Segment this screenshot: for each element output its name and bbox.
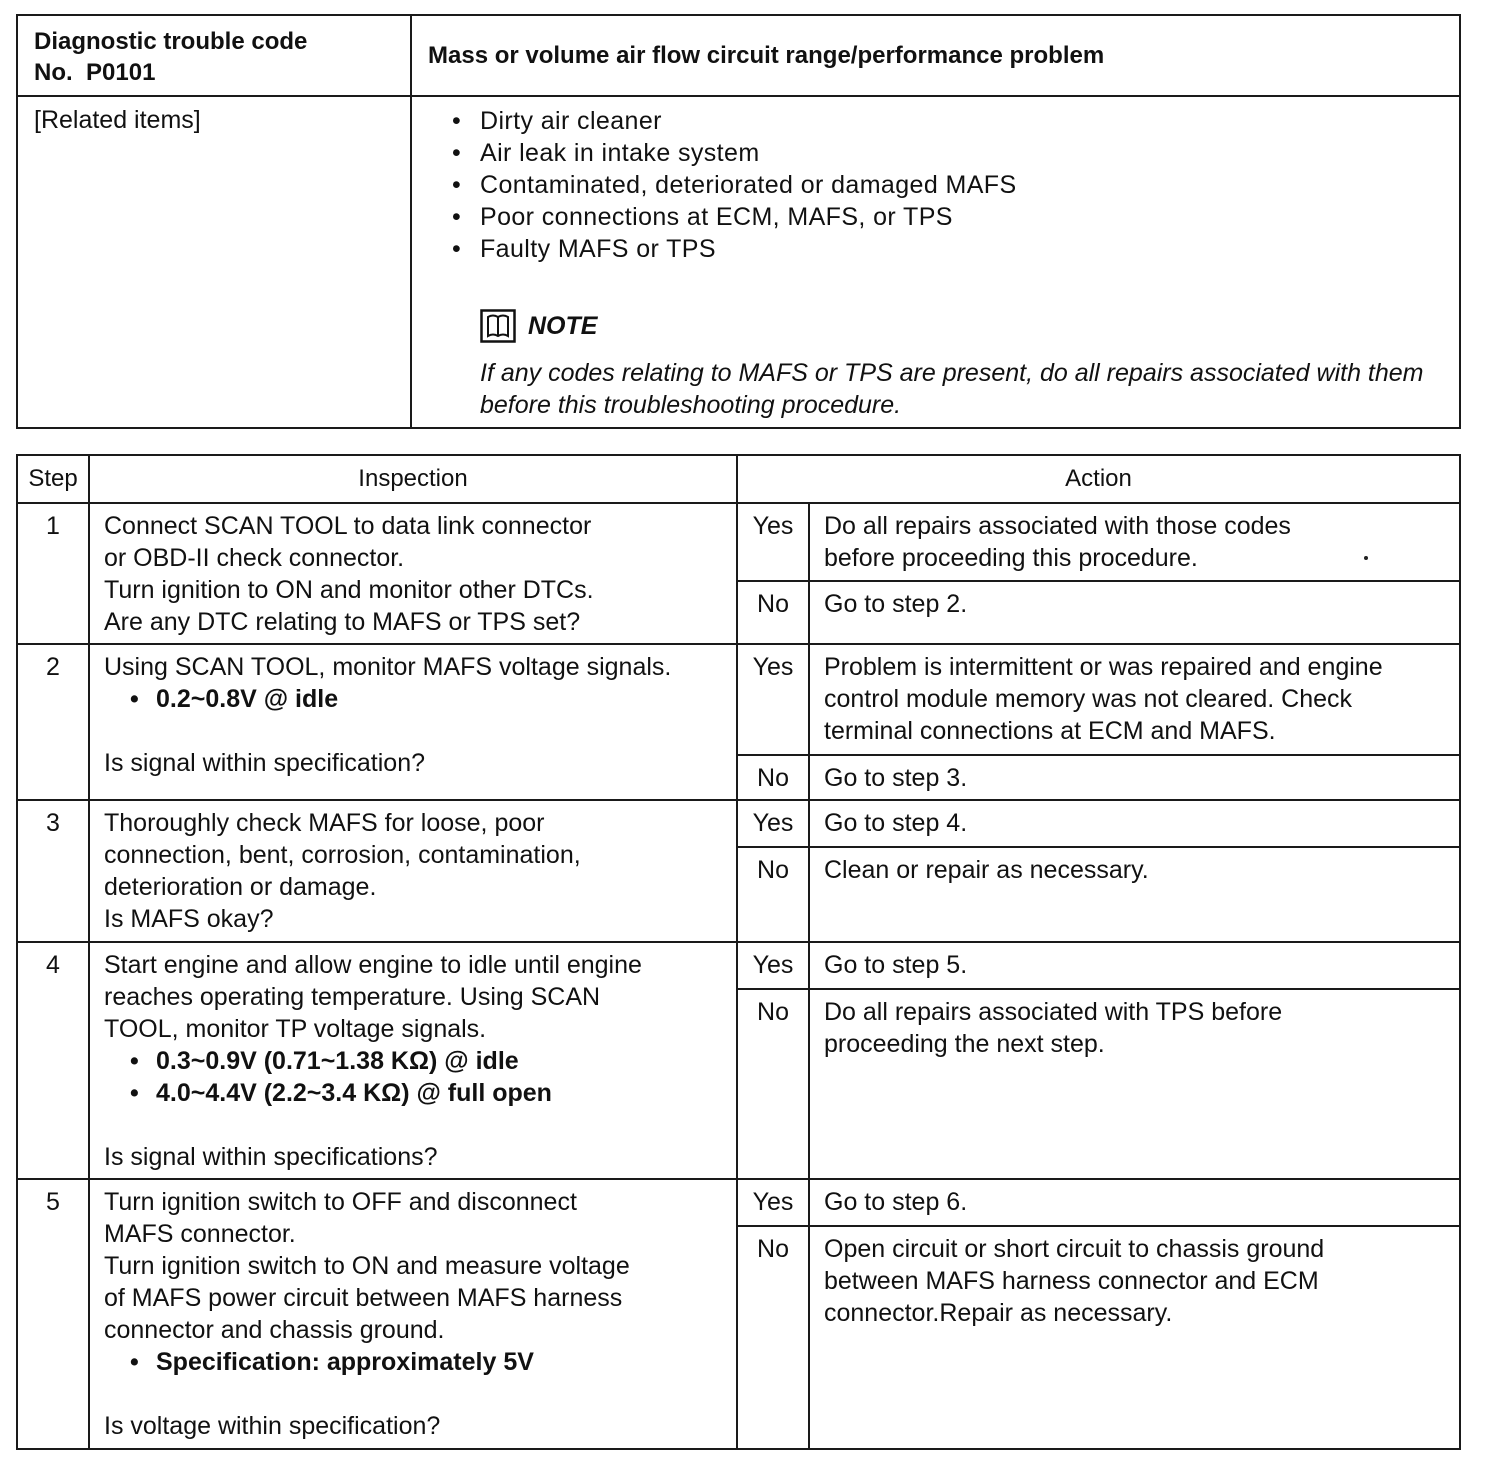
no-label: No: [737, 1226, 809, 1449]
no-action: Go to step 3.: [809, 755, 1460, 800]
spec-bullet: • 0.3~0.9V (0.71~1.38 KΩ) @ idle: [104, 1045, 726, 1077]
book-icon: [480, 309, 516, 343]
spec-bullet: • 4.0~4.4V (2.2~3.4 KΩ) @ full open: [104, 1077, 726, 1109]
action-line: control module memory was not cleared. Check: [824, 685, 1353, 713]
procedure-table: [16, 454, 1461, 1450]
step-number: 2: [17, 644, 89, 800]
step-inspection: [89, 644, 737, 800]
action-line: Do all repairs associated with TPS before: [824, 998, 1283, 1026]
spec-bullet: • 0.2~0.8V @ idle: [104, 683, 726, 715]
step-number: 1: [17, 503, 89, 644]
inspection-line: deterioration or damage.: [104, 873, 377, 901]
inspection-line: Connect SCAN TOOL to data link connector: [104, 512, 592, 540]
step-inspection: [89, 800, 737, 942]
action-line: Do all repairs associated with those codes: [824, 512, 1291, 540]
inspection-line: Start engine and allow engine to idle until engine: [104, 951, 642, 979]
yes-action: Go to step 5.: [809, 942, 1460, 989]
dtc-label: Diagnostic trouble code: [34, 28, 308, 55]
no-label: No: [737, 581, 809, 644]
dtc-header-table: [16, 14, 1461, 429]
inspection-line: or OBD-II check connector.: [104, 544, 405, 572]
no-action: Go to step 2.: [809, 581, 1460, 644]
inspection-question: Is signal within specification?: [104, 749, 425, 777]
yes-action: [809, 644, 1460, 755]
step-number: 5: [17, 1179, 89, 1449]
action-line: between MAFS harness connector and ECM: [824, 1267, 1319, 1295]
yes-label: Yes: [737, 644, 809, 755]
related-items-list: [412, 105, 1459, 265]
stray-mark: [1364, 556, 1368, 560]
no-action: [809, 1226, 1460, 1449]
no-label: No: [737, 755, 809, 800]
step-inspection: [89, 942, 737, 1179]
related-items-label: [Related items]: [17, 96, 411, 428]
dtc-number-line: [34, 57, 396, 88]
inspection-line: MAFS connector.: [104, 1220, 296, 1248]
inspection-line: Using SCAN TOOL, monitor MAFS voltage signals.: [104, 653, 672, 681]
step-inspection: [89, 503, 737, 644]
list-item: • Dirty air cleaner: [412, 105, 1459, 137]
list-item: • Contaminated, deteriorated or damaged MAFS: [412, 169, 1459, 201]
inspection-line: connection, bent, corrosion, contamination,: [104, 841, 581, 869]
no-label: No: [737, 989, 809, 1179]
inspection-line: Turn ignition switch to OFF and disconnect: [104, 1188, 577, 1216]
yes-label: Yes: [737, 1179, 809, 1226]
note-text: If any codes relating to MAFS or TPS are present, do all repairs associated with them before this troubleshooting procedure.: [480, 359, 1424, 419]
column-header-step: Step: [17, 455, 89, 503]
inspection-question: Is signal within specifications?: [104, 1143, 438, 1171]
inspection-question: Is voltage within specification?: [104, 1412, 441, 1440]
no-action: Clean or repair as necessary.: [809, 847, 1460, 942]
inspection-line: Are any DTC relating to MAFS or TPS set?: [104, 608, 581, 636]
inspection-line: reaches operating temperature. Using SCAN: [104, 983, 601, 1011]
step-inspection: [89, 1179, 737, 1449]
no-label: No: [737, 847, 809, 942]
spec-bullet: • Specification: approximately 5V: [104, 1346, 726, 1378]
inspection-line: of MAFS power circuit between MAFS harness: [104, 1284, 623, 1312]
list-item: • Poor connections at ECM, MAFS, or TPS: [412, 201, 1459, 233]
column-header-action: Action: [737, 455, 1460, 503]
step-number: 3: [17, 800, 89, 942]
action-line: Open circuit or short circuit to chassis ground: [824, 1235, 1325, 1263]
inspection-line: Is MAFS okay?: [104, 905, 274, 933]
action-line: proceeding the next step.: [824, 1030, 1105, 1058]
step-number: 4: [17, 942, 89, 1179]
list-item: • Faulty MAFS or TPS: [412, 233, 1459, 265]
action-line: connector.Repair as necessary.: [824, 1299, 1173, 1327]
inspection-line: connector and chassis ground.: [104, 1316, 445, 1344]
inspection-line: Turn ignition to ON and monitor other DTCs.: [104, 576, 594, 604]
list-item: • Air leak in intake system: [412, 137, 1459, 169]
yes-label: Yes: [737, 503, 809, 581]
column-header-inspection: Inspection: [89, 455, 737, 503]
related-items-cell: [411, 96, 1460, 428]
inspection-line: Turn ignition switch to ON and measure voltage: [104, 1252, 630, 1280]
yes-action: Go to step 6.: [809, 1179, 1460, 1226]
yes-label: Yes: [737, 800, 809, 847]
dtc-number-prefix: No.: [34, 59, 73, 86]
action-line: before proceeding this procedure.: [824, 544, 1198, 572]
yes-action: Go to step 4.: [809, 800, 1460, 847]
action-line: terminal connections at ECM and MAFS.: [824, 717, 1276, 745]
dtc-label-cell: [17, 15, 411, 96]
action-line: Problem is intermittent or was repaired and engine: [824, 653, 1383, 681]
dtc-title: Mass or volume air flow circuit range/performance problem: [411, 15, 1460, 96]
no-action: [809, 989, 1460, 1179]
yes-label: Yes: [737, 942, 809, 989]
inspection-line: Thoroughly check MAFS for loose, poor: [104, 809, 545, 837]
yes-action: [809, 503, 1460, 581]
inspection-line: TOOL, monitor TP voltage signals.: [104, 1015, 487, 1043]
dtc-code: P0101: [86, 59, 156, 86]
note-title: NOTE: [528, 311, 598, 340]
note-heading: [480, 309, 1459, 343]
